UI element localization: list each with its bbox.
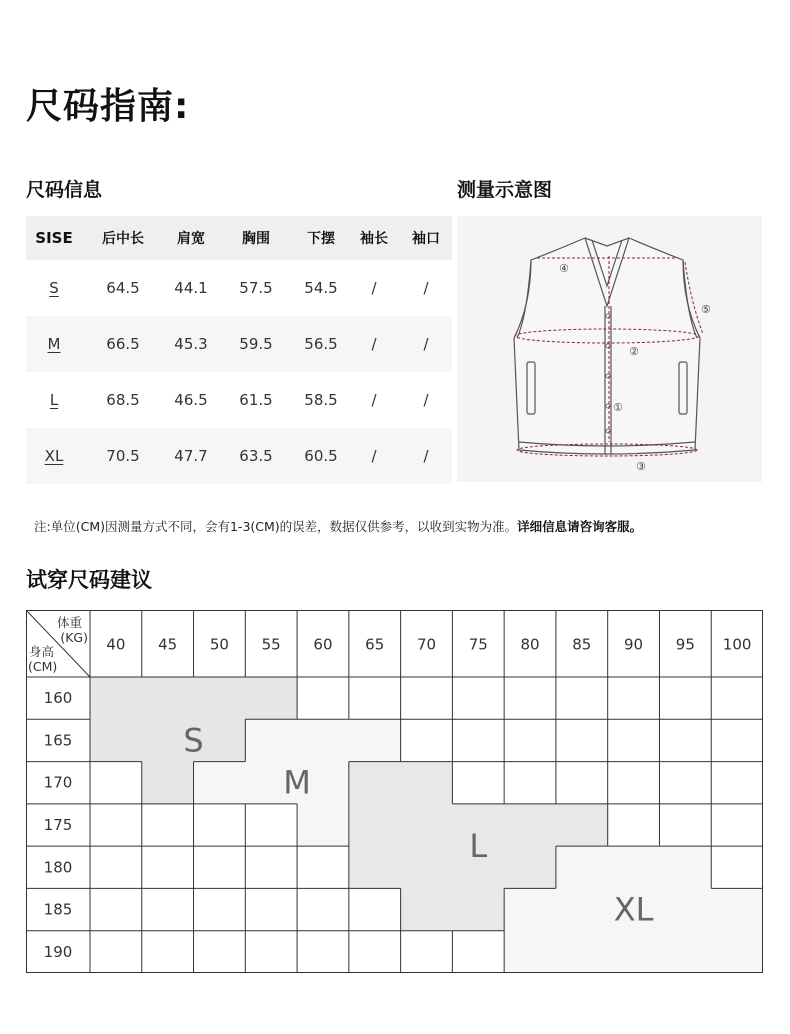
cell-shoulder: 44.1 (174, 279, 208, 297)
size-region-cell (659, 931, 711, 973)
size-name: L (49, 391, 59, 409)
cell-sleeve-length: / (348, 428, 400, 484)
size-region-cell (556, 888, 608, 931)
size-region-cell (349, 804, 401, 847)
size-name: XL (26, 428, 82, 484)
note-text: 注:单位(CM)因测量方式不同，会有1-3(CM)的误差，数据仅供参考，以收到实物为准。 (34, 519, 518, 534)
weight-label: 55 (261, 635, 281, 654)
cell-hem: 56.5 (294, 316, 348, 372)
corner-weight-label: 体重 (56, 615, 82, 630)
size-info-label: 尺码信息 (26, 179, 103, 201)
table-row (26, 316, 452, 372)
size-table-header-row (26, 216, 452, 260)
cell-cuff: / (423, 279, 429, 297)
size-region-cell (711, 888, 763, 931)
size-region-cell (245, 719, 297, 762)
size-region-cell (401, 888, 453, 931)
cell-chest: 59.5 (218, 316, 294, 372)
cell-cuff: / (400, 316, 452, 372)
corner-height-unit: (CM) (28, 659, 58, 674)
size-region-cell (349, 846, 401, 889)
size-name: S (49, 279, 59, 297)
cell-chest: 63.5 (218, 428, 294, 484)
size-region-cell (142, 677, 194, 720)
cell-back-length: 68.5 (106, 391, 140, 409)
corner-height-label: 身高 (29, 644, 55, 659)
size-region-cell (452, 888, 504, 931)
size-region-cell (194, 677, 246, 720)
size-name: M (26, 316, 82, 372)
cell-cuff: / (423, 391, 429, 409)
note-bold: 详细信息请咨询客服。 (517, 519, 643, 534)
size-region-cell (504, 846, 556, 889)
size-region-cell (401, 846, 453, 889)
cell-sleeve-length: / (348, 316, 400, 372)
weight-label: 50 (209, 635, 229, 654)
size-region-label: XL (613, 890, 654, 929)
header-chest: 胸围 (218, 216, 294, 260)
cell-cuff: / (400, 428, 452, 484)
header-sleeve-length: 袖长 (348, 216, 400, 260)
weight-label: 95 (675, 635, 695, 654)
size-region-cell (90, 677, 142, 720)
header-cuff: 袖口 (400, 216, 452, 260)
size-region-cell (556, 931, 608, 973)
cell-chest: 61.5 (239, 391, 273, 409)
size-region-label: S (183, 721, 204, 760)
try-on-size-grid (26, 610, 763, 973)
height-label: 190 (43, 942, 73, 961)
header-shoulder: 肩宽 (164, 216, 218, 260)
table-row (26, 428, 452, 484)
weight-label: 40 (106, 635, 126, 654)
size-region-cell (142, 762, 194, 805)
weight-label: 65 (365, 635, 385, 654)
cell-back-length: 64.5 (106, 279, 140, 297)
cell-back-length: 66.5 (82, 316, 164, 372)
measure-diagram-label: 测量示意图 (457, 179, 553, 201)
size-region-cell (401, 804, 453, 847)
size-region-cell (90, 719, 142, 762)
height-label: 165 (43, 731, 73, 750)
cell-hem: 60.5 (294, 428, 348, 484)
cell-back-length: 70.5 (82, 428, 164, 484)
weight-label: 80 (520, 635, 540, 654)
height-label: 160 (43, 689, 73, 708)
height-label: 170 (43, 773, 73, 792)
weight-label: 45 (158, 635, 178, 654)
cell-sleeve-length: / (371, 279, 377, 297)
size-region-cell (349, 762, 401, 805)
measurement-note (34, 517, 642, 535)
size-region-cell (608, 931, 660, 973)
weight-label: 85 (572, 635, 592, 654)
size-region-cell (504, 888, 556, 931)
size-region-cell (659, 846, 711, 889)
cell-shoulder: 46.5 (174, 391, 208, 409)
table-row (26, 260, 452, 316)
size-region-cell (556, 804, 608, 847)
header-size: SISE (26, 216, 82, 260)
size-region-cell (608, 846, 660, 889)
size-region-cell (349, 719, 401, 762)
cell-hem: 58.5 (304, 391, 338, 409)
size-info-table (26, 216, 452, 484)
size-region-cell (245, 677, 297, 720)
marker-2: ② (629, 345, 639, 358)
height-label: 180 (43, 858, 73, 877)
size-region-cell (297, 804, 349, 847)
corner-weight-unit: (KG) (60, 630, 88, 645)
weight-label: 100 (722, 635, 752, 654)
header-back-length: 后中长 (82, 216, 164, 260)
try-on-label: 试穿尺码建议 (26, 568, 152, 592)
vest-illustration (457, 216, 762, 482)
size-region-cell (401, 762, 453, 805)
cell-shoulder: 47.7 (164, 428, 218, 484)
size-region-cell (556, 846, 608, 889)
height-label: 175 (43, 816, 73, 834)
size-region-cell (504, 931, 556, 973)
size-region-cell (194, 762, 246, 805)
cell-sleeve-length: / (371, 391, 377, 409)
size-region-label: M (283, 763, 311, 802)
header-hem: 下摆 (294, 216, 348, 260)
size-region-cell (659, 888, 711, 931)
marker-1: ① (613, 401, 623, 414)
try-on-grid-svg (26, 610, 763, 973)
height-label: 185 (43, 900, 73, 919)
weight-label: 70 (416, 635, 437, 654)
marker-4: ④ (559, 262, 569, 275)
vest-measurement-diagram (457, 216, 762, 482)
cell-chest: 57.5 (239, 279, 273, 297)
weight-label: 90 (624, 635, 644, 654)
cell-shoulder: 45.3 (164, 316, 218, 372)
size-region-cell (297, 719, 349, 762)
table-row (26, 372, 452, 428)
weight-label: 60 (313, 635, 333, 654)
page-title: 尺码指南: (26, 86, 190, 127)
marker-3: ③ (636, 460, 646, 473)
size-region-label: L (469, 827, 488, 866)
size-region-cell (711, 931, 763, 973)
size-region-cell (504, 804, 556, 847)
weight-label: 75 (468, 635, 488, 654)
marker-5: ⑤ (701, 303, 711, 316)
cell-hem: 54.5 (304, 279, 338, 297)
